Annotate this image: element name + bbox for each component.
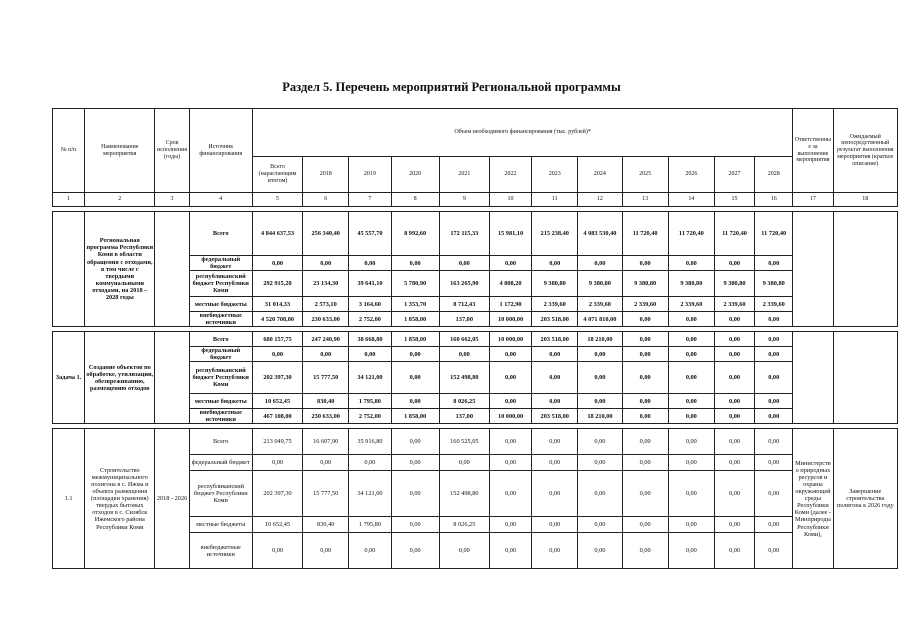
amount-cell: 0,00 — [622, 517, 668, 533]
amount-cell: 0,00 — [755, 312, 793, 327]
header-year: 2019 — [349, 157, 391, 193]
table-row — [53, 429, 898, 455]
amount-cell: 0,00 — [668, 362, 714, 394]
amount-cell: 213 049,75 — [252, 429, 302, 455]
amount-cell: 2 339,60 — [622, 297, 668, 312]
amount-cell: 11 720,40 — [755, 212, 793, 256]
amount-cell: 0,00 — [755, 362, 793, 394]
column-number: 14 — [668, 193, 714, 207]
term — [155, 332, 189, 424]
amount-cell: 0,00 — [489, 517, 531, 533]
amount-cell: 160 525,05 — [439, 429, 489, 455]
amount-cell: 15 777,50 — [303, 362, 349, 394]
amount-cell: 0,00 — [252, 533, 302, 569]
page-title: Раздел 5. Перечень мероприятий Региональной программы — [282, 80, 621, 94]
amount-cell: 0,00 — [622, 312, 668, 327]
amount-cell: 4 071 810,00 — [578, 312, 622, 327]
column-number: 8 — [391, 193, 439, 207]
amount-cell: 2 752,00 — [349, 409, 391, 424]
row-number: 1.1 — [53, 429, 85, 569]
column-number: 12 — [578, 193, 622, 207]
amount-cell: 0,00 — [489, 394, 531, 409]
amount-cell: 38 668,80 — [349, 332, 391, 347]
amount-cell: 0,00 — [439, 256, 489, 271]
amount-cell: 0,00 — [439, 533, 489, 569]
amount-cell: 2 339,60 — [578, 297, 622, 312]
amount-cell: 203 518,00 — [532, 332, 578, 347]
amount-cell: 0,00 — [622, 362, 668, 394]
amount-cell: 0,00 — [532, 347, 578, 362]
amount-cell: 203 518,00 — [532, 409, 578, 424]
funding-source: местные бюджеты — [189, 297, 252, 312]
result: Завершение строительства полигона к 2026 году — [833, 429, 897, 569]
amount-cell: 0,00 — [622, 409, 668, 424]
amount-cell: 8 992,60 — [391, 212, 439, 256]
amount-cell: 15 981,10 — [489, 212, 531, 256]
row-number — [53, 212, 85, 327]
amount-cell: 23 134,30 — [303, 271, 349, 297]
amount-cell: 0,00 — [668, 517, 714, 533]
amount-cell: 0,00 — [578, 429, 622, 455]
funding-source: Всего — [189, 212, 252, 256]
amount-cell: 0,00 — [391, 429, 439, 455]
amount-cell: 11 720,40 — [714, 212, 754, 256]
column-number: 15 — [714, 193, 754, 207]
amount-cell: 1 795,80 — [349, 517, 391, 533]
amount-cell: 0,00 — [622, 347, 668, 362]
column-number: 4 — [189, 193, 252, 207]
amount-cell: 152 498,80 — [439, 362, 489, 394]
funding-source: республиканский бюджет Республики Коми — [189, 271, 252, 297]
amount-cell: 230 633,00 — [303, 312, 349, 327]
amount-cell: 0,00 — [714, 332, 754, 347]
amount-cell: 0,00 — [755, 409, 793, 424]
term: 2018 - 2026 — [155, 429, 189, 569]
amount-cell: 0,00 — [578, 517, 622, 533]
amount-cell: 0,00 — [532, 394, 578, 409]
amount-cell: 0,00 — [668, 394, 714, 409]
amount-cell: 0,00 — [489, 455, 531, 471]
column-number: 16 — [755, 193, 793, 207]
responsible: Министерство природных ресурсов и охраны окружающей среды Республики Коми (далее - Минприроды Республики Коми), — [793, 429, 833, 569]
amount-cell: 203 518,00 — [532, 312, 578, 327]
result — [833, 212, 897, 327]
amount-cell: 0,00 — [391, 455, 439, 471]
amount-cell: 18 210,00 — [578, 332, 622, 347]
responsible — [793, 332, 833, 424]
funding-source: Всего — [189, 332, 252, 347]
funding-source: федеральный бюджет — [189, 455, 252, 471]
amount-cell: 467 108,00 — [252, 409, 302, 424]
header-year: 2027 — [714, 157, 754, 193]
amount-cell: 0,00 — [532, 471, 578, 517]
amount-cell: 0,00 — [578, 362, 622, 394]
amount-cell: 1 353,70 — [391, 297, 439, 312]
amount-cell: 0,00 — [252, 256, 302, 271]
amount-cell: 0,00 — [668, 312, 714, 327]
amount-cell: 15 777,50 — [303, 471, 349, 517]
amount-cell: 0,00 — [668, 455, 714, 471]
amount-cell: 0,00 — [622, 471, 668, 517]
amount-cell: 4 083 530,40 — [578, 212, 622, 256]
amount-cell: 0,00 — [489, 362, 531, 394]
amount-cell: 256 340,40 — [303, 212, 349, 256]
amount-cell: 16 607,90 — [303, 429, 349, 455]
column-number: 2 — [85, 193, 155, 207]
amount-cell: 0,00 — [532, 362, 578, 394]
amount-cell: 0,00 — [622, 533, 668, 569]
amount-cell: 0,00 — [303, 533, 349, 569]
amount-cell: 0,00 — [578, 347, 622, 362]
amount-cell: 0,00 — [489, 256, 531, 271]
header-name: Наименование мероприятия — [85, 109, 155, 193]
header-year: 2021 — [439, 157, 489, 193]
amount-cell: 0,00 — [489, 471, 531, 517]
column-number: 9 — [439, 193, 489, 207]
amount-cell: 0,00 — [439, 347, 489, 362]
amount-cell: 0,00 — [391, 256, 439, 271]
amount-cell: 0,00 — [622, 332, 668, 347]
funding-source: внебюджетные источники — [189, 533, 252, 569]
amount-cell: 0,00 — [303, 256, 349, 271]
amount-cell: 5 780,90 — [391, 271, 439, 297]
amount-cell: 0,00 — [303, 347, 349, 362]
amount-cell: 0,00 — [714, 394, 754, 409]
header-result: Ожидаемый непосредственный результат выполнения мероприятия (краткое описание) — [833, 109, 897, 193]
table-row — [53, 332, 898, 347]
amount-cell: 8 026,25 — [439, 517, 489, 533]
column-number: 1 — [53, 193, 85, 207]
amount-cell: 0,00 — [578, 455, 622, 471]
amount-cell: 35 916,80 — [349, 429, 391, 455]
amount-cell: 0,00 — [714, 455, 754, 471]
amount-cell: 0,00 — [532, 533, 578, 569]
term — [155, 212, 189, 327]
amount-cell: 137,00 — [439, 409, 489, 424]
amount-cell: 0,00 — [714, 347, 754, 362]
amount-cell: 152 498,80 — [439, 471, 489, 517]
amount-cell: 0,00 — [622, 455, 668, 471]
header-term: Срок исполнения (годы) — [155, 109, 189, 193]
amount-cell: 1 858,00 — [391, 409, 439, 424]
column-number: 18 — [833, 193, 897, 207]
amount-cell: 2 752,00 — [349, 312, 391, 327]
amount-cell: 0,00 — [391, 517, 439, 533]
amount-cell: 8 712,43 — [439, 297, 489, 312]
funding-source: внебюджетные источники — [189, 312, 252, 327]
amount-cell: 8 026,25 — [439, 394, 489, 409]
amount-cell: 0,00 — [755, 256, 793, 271]
amount-cell: 1 858,00 — [391, 312, 439, 327]
amount-cell: 31 014,33 — [252, 297, 302, 312]
amount-cell: 4 844 637,53 — [252, 212, 302, 256]
program-table — [52, 108, 898, 569]
measure-name: Региональная программа Республики Коми в области обращения с отходами, в том числе с твердыми коммунальными отходами, на 2018 – 2028 годы — [85, 212, 155, 327]
measure-name: Создание объектов по обработке, утилизации, обезвреживанию, размещению отходов — [85, 332, 155, 424]
header-year: 2025 — [622, 157, 668, 193]
column-number: 3 — [155, 193, 189, 207]
header-year: 2026 — [668, 157, 714, 193]
amount-cell: 0,00 — [532, 429, 578, 455]
amount-cell: 9 380,80 — [755, 271, 793, 297]
amount-cell: 0,00 — [755, 394, 793, 409]
result — [833, 332, 897, 424]
column-number: 13 — [622, 193, 668, 207]
amount-cell: 0,00 — [349, 533, 391, 569]
amount-cell: 4 520 708,00 — [252, 312, 302, 327]
amount-cell: 202 397,30 — [252, 471, 302, 517]
amount-cell: 0,00 — [668, 409, 714, 424]
amount-cell: 2 573,10 — [303, 297, 349, 312]
amount-cell: 45 557,70 — [349, 212, 391, 256]
funding-source: Всего — [189, 429, 252, 455]
amount-cell: 11 720,40 — [668, 212, 714, 256]
amount-cell: 0,00 — [714, 362, 754, 394]
amount-cell: 10 000,00 — [489, 332, 531, 347]
header-year: 2018 — [303, 157, 349, 193]
funding-source: федеральный бюджет — [189, 347, 252, 362]
amount-cell: 830,40 — [303, 394, 349, 409]
amount-cell: 0,00 — [532, 256, 578, 271]
header-year: 2024 — [578, 157, 622, 193]
amount-cell: 0,00 — [622, 394, 668, 409]
funding-source: федеральный бюджет — [189, 256, 252, 271]
amount-cell: 160 662,05 — [439, 332, 489, 347]
amount-cell: 0,00 — [578, 471, 622, 517]
amount-cell: 0,00 — [668, 332, 714, 347]
amount-cell: 9 380,80 — [578, 271, 622, 297]
amount-cell: 680 157,75 — [252, 332, 302, 347]
amount-cell: 0,00 — [755, 471, 793, 517]
amount-cell: 292 915,20 — [252, 271, 302, 297]
header-year: 2028 — [755, 157, 793, 193]
amount-cell: 202 397,30 — [252, 362, 302, 394]
amount-cell: 0,00 — [532, 517, 578, 533]
amount-cell: 9 380,80 — [714, 271, 754, 297]
amount-cell: 3 164,60 — [349, 297, 391, 312]
measure-name: Строительство межмуниципального полигона в с. Ижма и объекта размещения (площадки хранения) твердых бытовых отходов в с. Сизябск Ижемского района Республики Коми — [85, 429, 155, 569]
amount-cell: 34 121,00 — [349, 362, 391, 394]
amount-cell: 0,00 — [755, 332, 793, 347]
amount-cell: 0,00 — [668, 347, 714, 362]
column-number: 11 — [532, 193, 578, 207]
amount-cell: 0,00 — [349, 347, 391, 362]
amount-cell: 0,00 — [489, 347, 531, 362]
amount-cell: 0,00 — [578, 256, 622, 271]
amount-cell: 0,00 — [714, 471, 754, 517]
amount-cell: 230 633,00 — [303, 409, 349, 424]
column-number: 10 — [489, 193, 531, 207]
amount-cell: 2 339,60 — [668, 297, 714, 312]
amount-cell: 0,00 — [714, 517, 754, 533]
header-year: 2022 — [489, 157, 531, 193]
amount-cell: 0,00 — [714, 533, 754, 569]
amount-cell: 0,00 — [714, 409, 754, 424]
amount-cell: 137,00 — [439, 312, 489, 327]
amount-cell: 1 858,00 — [391, 332, 439, 347]
amount-cell: 10 000,00 — [489, 409, 531, 424]
responsible — [793, 212, 833, 327]
amount-cell: 247 240,90 — [303, 332, 349, 347]
column-number: 6 — [303, 193, 349, 207]
amount-cell: 34 121,00 — [349, 471, 391, 517]
amount-cell: 2 339,60 — [755, 297, 793, 312]
amount-cell: 0,00 — [668, 471, 714, 517]
amount-cell: 9 380,80 — [532, 271, 578, 297]
amount-cell: 0,00 — [391, 347, 439, 362]
amount-cell: 0,00 — [714, 429, 754, 455]
column-number: 17 — [793, 193, 833, 207]
amount-cell: 9 380,80 — [622, 271, 668, 297]
amount-cell: 0,00 — [668, 533, 714, 569]
amount-cell: 0,00 — [578, 533, 622, 569]
amount-cell: 0,00 — [252, 455, 302, 471]
amount-cell: 0,00 — [755, 347, 793, 362]
amount-cell: 0,00 — [668, 429, 714, 455]
funding-source: республиканский бюджет Республики Коми — [189, 471, 252, 517]
header-total: Всего (нарастающим итогом) — [252, 157, 302, 193]
amount-cell: 10 652,45 — [252, 394, 302, 409]
amount-cell: 1 172,90 — [489, 297, 531, 312]
header-source: Источник финансирования — [189, 109, 252, 193]
column-number: 7 — [349, 193, 391, 207]
amount-cell: 172 115,33 — [439, 212, 489, 256]
amount-cell: 0,00 — [391, 471, 439, 517]
column-number: 5 — [252, 193, 302, 207]
amount-cell: 0,00 — [489, 429, 531, 455]
table-row — [53, 212, 898, 256]
amount-cell: 0,00 — [532, 455, 578, 471]
amount-cell: 0,00 — [755, 533, 793, 569]
amount-cell: 0,00 — [439, 455, 489, 471]
amount-cell: 0,00 — [714, 256, 754, 271]
amount-cell: 0,00 — [714, 312, 754, 327]
amount-cell: 0,00 — [349, 256, 391, 271]
amount-cell: 830,40 — [303, 517, 349, 533]
amount-cell: 2 339,60 — [714, 297, 754, 312]
amount-cell: 0,00 — [252, 347, 302, 362]
header-num: № п/п — [53, 109, 85, 193]
amount-cell: 0,00 — [622, 256, 668, 271]
amount-cell: 1 795,80 — [349, 394, 391, 409]
amount-cell: 163 265,90 — [439, 271, 489, 297]
amount-cell: 10 652,45 — [252, 517, 302, 533]
amount-cell: 0,00 — [391, 533, 439, 569]
header-year: 2020 — [391, 157, 439, 193]
amount-cell: 0,00 — [391, 362, 439, 394]
amount-cell: 39 641,10 — [349, 271, 391, 297]
funding-source: местные бюджеты — [189, 517, 252, 533]
header-volume: Объем необходимого финансирования (тыс. рублей)* — [252, 109, 792, 157]
amount-cell: 0,00 — [391, 394, 439, 409]
amount-cell: 9 380,80 — [668, 271, 714, 297]
amount-cell: 10 000,00 — [489, 312, 531, 327]
amount-cell: 0,00 — [755, 517, 793, 533]
funding-source: местные бюджеты — [189, 394, 252, 409]
amount-cell: 215 238,40 — [532, 212, 578, 256]
amount-cell: 0,00 — [755, 455, 793, 471]
header-year: 2023 — [532, 157, 578, 193]
row-number: Задача 1. — [53, 332, 85, 424]
amount-cell: 0,00 — [349, 455, 391, 471]
funding-source: республиканский бюджет Республики Коми — [189, 362, 252, 394]
amount-cell: 11 720,40 — [622, 212, 668, 256]
amount-cell: 0,00 — [578, 394, 622, 409]
amount-cell: 0,00 — [755, 429, 793, 455]
amount-cell: 0,00 — [622, 429, 668, 455]
amount-cell: 0,00 — [489, 533, 531, 569]
amount-cell: 2 339,60 — [532, 297, 578, 312]
amount-cell: 18 210,00 — [578, 409, 622, 424]
funding-source: внебюджетные источники — [189, 409, 252, 424]
amount-cell: 0,00 — [303, 455, 349, 471]
header-responsible: Ответственные за выполнение мероприятия — [793, 109, 833, 193]
amount-cell: 4 808,20 — [489, 271, 531, 297]
amount-cell: 0,00 — [668, 256, 714, 271]
